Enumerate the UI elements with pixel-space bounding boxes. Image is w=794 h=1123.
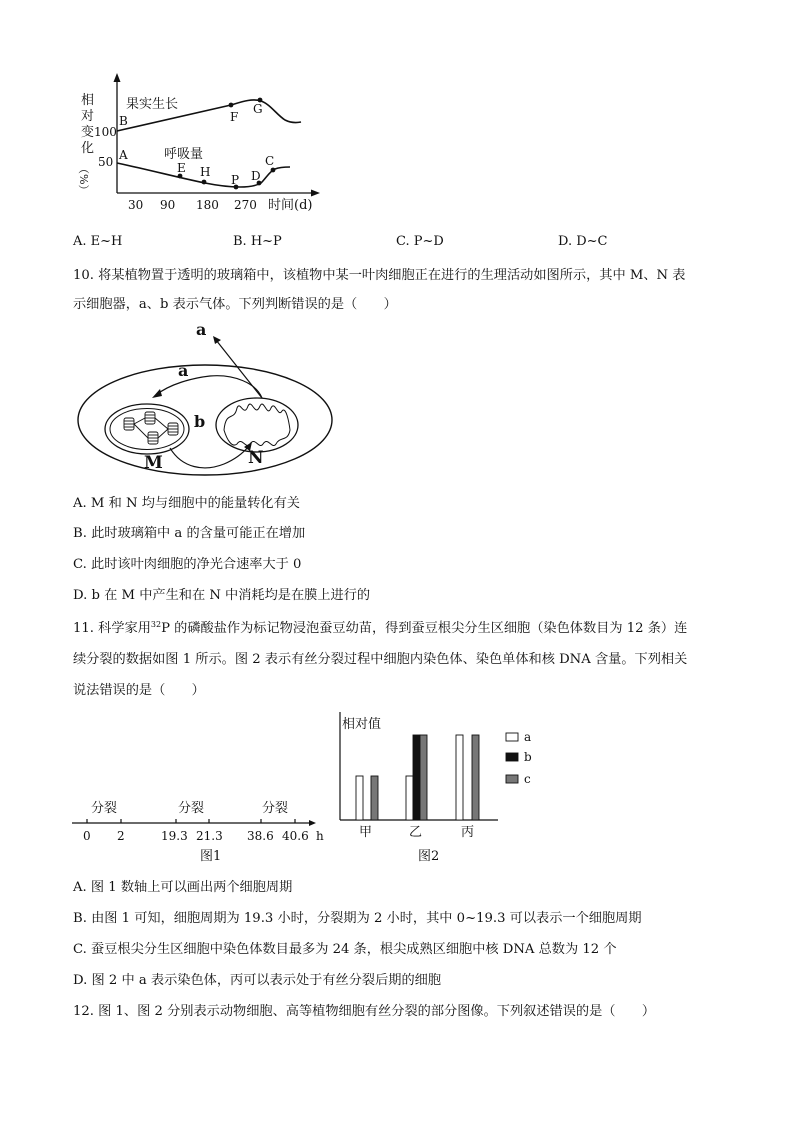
q11-option-a[interactable]: A. 图 1 数轴上可以画出两个细胞周期 (73, 880, 293, 895)
y-axis-unit: （%） (77, 163, 90, 196)
point-label-a: A (119, 148, 128, 162)
point-label-c: C (265, 154, 275, 168)
bar-bing-c (472, 735, 479, 820)
x-tick: 270 (234, 198, 257, 212)
q10-option-d[interactable]: D. b 在 M 中产生和在 N 中消耗均是在膜上进行的 (73, 588, 371, 603)
q9-option-d[interactable]: D. D~C (558, 234, 608, 249)
division-label: 分裂 (91, 801, 118, 816)
gas-a-label-mid: a (178, 361, 189, 380)
category-label: 乙 (409, 825, 423, 840)
organelle-m-label: M (144, 453, 163, 473)
q11-option-d[interactable]: D. 图 2 中 a 表示染色体，丙可以表示处于有丝分裂后期的细胞 (73, 973, 442, 988)
bar-jia-c (371, 776, 378, 820)
x-tick: 30 (128, 198, 144, 212)
point-label-h: H (200, 165, 211, 179)
leaf-cell-diagram (74, 318, 336, 478)
x-tick: 180 (196, 198, 219, 212)
q9-option-c[interactable]: C. P~D (396, 234, 444, 249)
isotope-superscript: 32 (150, 620, 162, 629)
chromosome-bar-chart (328, 708, 548, 868)
y-axis-label-char: 对 (81, 109, 95, 124)
cell-cycle-timeline (66, 795, 336, 865)
point-label-p: P (231, 173, 240, 187)
timeline-tick: 0 (83, 829, 91, 843)
y-tick-50: 50 (98, 155, 114, 169)
figure1-caption: 图1 (200, 849, 222, 864)
q9-option-a[interactable]: A. E~H (73, 234, 123, 249)
growth-respiration-graph (70, 70, 330, 220)
legend-swatch-a (506, 733, 518, 741)
bar-bing-a (456, 735, 463, 820)
y-axis-label-char: 化 (81, 141, 95, 156)
division-label: 分裂 (262, 801, 289, 816)
y-axis-label-char: 变 (81, 125, 95, 140)
bar-yi-b (413, 735, 420, 820)
legend-label: a (524, 730, 532, 744)
figure2-caption: 图2 (418, 849, 440, 864)
y-tick-100: 100 (94, 125, 117, 139)
point-label-e: E (177, 161, 186, 175)
gas-a-label-top: a (196, 320, 207, 339)
chloroplast-m (105, 404, 189, 454)
q10-option-b[interactable]: B. 此时玻璃箱中 a 的含量可能正在增加 (73, 526, 306, 541)
legend-swatch-c (506, 775, 518, 783)
legend-swatch-b (506, 753, 518, 761)
q11-stem-line1: 11. 科学家用$^{32}$P 的磷酸盐作为标记物浸泡蚕豆幼苗，得到蚕豆根尖分生区细胞（染色体数目为 12 条）连 (73, 620, 688, 636)
point-label-g: G (253, 102, 263, 116)
x-tick: 90 (160, 198, 176, 212)
timeline-tick: 21.3 (196, 829, 223, 843)
legend-label: c (524, 772, 531, 786)
category-label: 丙 (461, 825, 475, 840)
category-label: 甲 (359, 825, 373, 840)
timeline-tick: 19.3 (161, 829, 188, 843)
y-axis-label: 相对值 (342, 717, 382, 732)
bar-jia-a (356, 776, 363, 820)
division-label: 分裂 (178, 801, 205, 816)
legend-label: b (524, 750, 532, 764)
gas-b-label: b (194, 412, 206, 431)
timeline-tick: 2 (117, 829, 125, 843)
q9-option-b[interactable]: B. H~P (233, 234, 282, 249)
q10-stem-line1: 10. 将某植物置于透明的玻璃箱中，该植物中某一叶肉细胞正在进行的生理活动如图所示，其中 M、N 表 (73, 268, 686, 283)
fruit-growth-label: 果实生长 (126, 97, 179, 112)
bar-yi-c (420, 735, 427, 820)
q11-option-c[interactable]: C. 蚕豆根尖分生区细胞中染色体数目最多为 24 条，根尖成熟区细胞中核 DNA 总数为 12 个 (73, 942, 617, 957)
timeline-tick: 40.6 (282, 829, 309, 843)
q10-option-c[interactable]: C. 此时该叶肉细胞的净光合速率大于 0 (73, 557, 302, 572)
q11-stem-line2: 续分裂的数据如图 1 所示。图 2 表示有丝分裂过程中细胞内染色体、染色单体和核 DNA 含量。下列相关 (73, 652, 688, 667)
q11-option-b[interactable]: B. 由图 1 可知，细胞周期为 19.3 小时，分裂期为 2 小时，其中 0~19.3 可以表示一个细胞周期 (73, 911, 642, 926)
q11-stem-line3: 说法错误的是（ ） (73, 683, 205, 698)
point-label-b: B (119, 114, 128, 128)
q12-stem: 12. 图 1、图 2 分别表示动物细胞、高等植物细胞有丝分裂的部分图像。下列叙述错误的是（ ） (73, 1004, 656, 1019)
point-label-d: D (251, 169, 261, 183)
q10-option-a[interactable]: A. M 和 N 均与细胞中的能量转化有关 (73, 496, 300, 511)
mitochondrion-n (216, 398, 298, 452)
point-label-f: F (230, 110, 239, 124)
organelle-n-label: N (248, 448, 264, 468)
y-axis-label-char: 相 (81, 93, 95, 108)
bar-yi-a (406, 776, 413, 820)
timeline-tick: 38.6 (247, 829, 274, 843)
timeline-unit: h (316, 829, 324, 843)
respiration-label: 呼吸量 (164, 147, 204, 162)
q10-stem-line2: 示细胞器，a、b 表示气体。下列判断错误的是（ ） (73, 297, 397, 312)
x-axis-label: 时间(d) (268, 198, 313, 213)
